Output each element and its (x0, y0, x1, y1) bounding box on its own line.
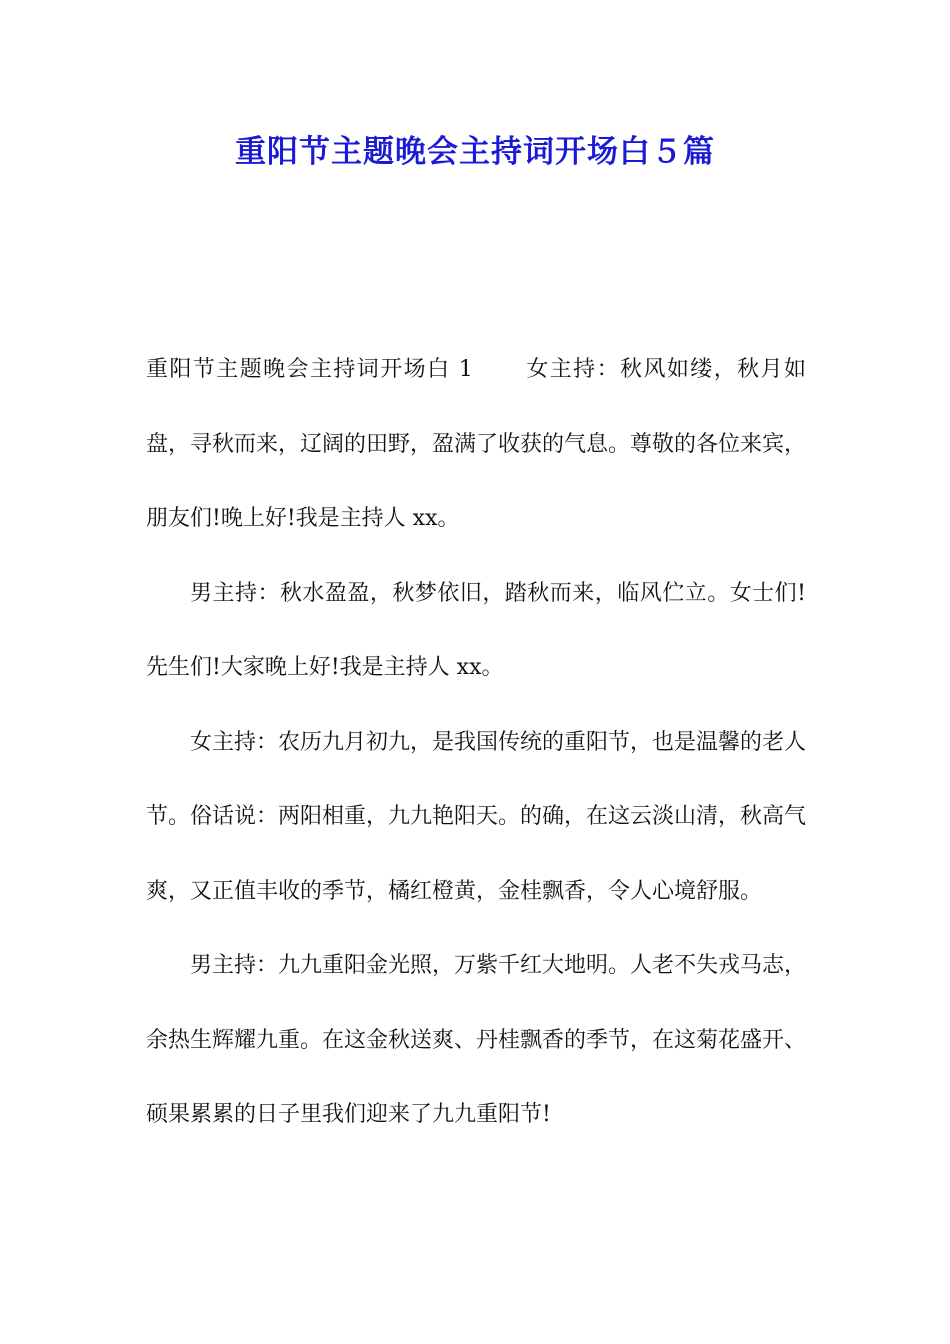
paragraph-text: 女主持：秋风如缕，秋月如盘，寻秋而来，辽阔的田野，盈满了收获的气息。尊敬的各位来宾，朋友们!晚上好!我是主持人 xx。 (146, 357, 807, 531)
document-body (146, 333, 806, 1153)
paragraph-3 (146, 706, 806, 930)
paragraph-2 (146, 557, 806, 706)
paragraph-text: 女主持：农历九月初九，是我国传统的重阳节，也是温馨的老人节。俗话说：两阳相重，九九艳阳天。的确，在这云淡山清，秋高气爽，又正值丰收的季节，橘红橙黄，金桂飘香，令人心境舒服。 (146, 729, 807, 904)
section-heading: 重阳节主题晚会主持词开场白 1 (146, 357, 473, 382)
paragraph-4 (146, 929, 806, 1153)
paragraph-text: 男主持：九九重阳金光照，万紫千红大地明。人老不失戎马志，余热生辉耀九重。在这金秋送爽、丹桂飘香的季节，在这菊花盛开、硕果累累的日子里我们迎来了九九重阳节! (146, 953, 807, 1127)
document-title: 重阳节主题晚会主持词开场白５篇 (235, 134, 715, 170)
paragraph-1 (146, 333, 806, 557)
paragraph-text: 男主持：秋水盈盈，秋梦依旧，踏秋而来，临风伫立。女士们!先生们!大家晚上好!我是主持人 xx。 (146, 580, 806, 680)
